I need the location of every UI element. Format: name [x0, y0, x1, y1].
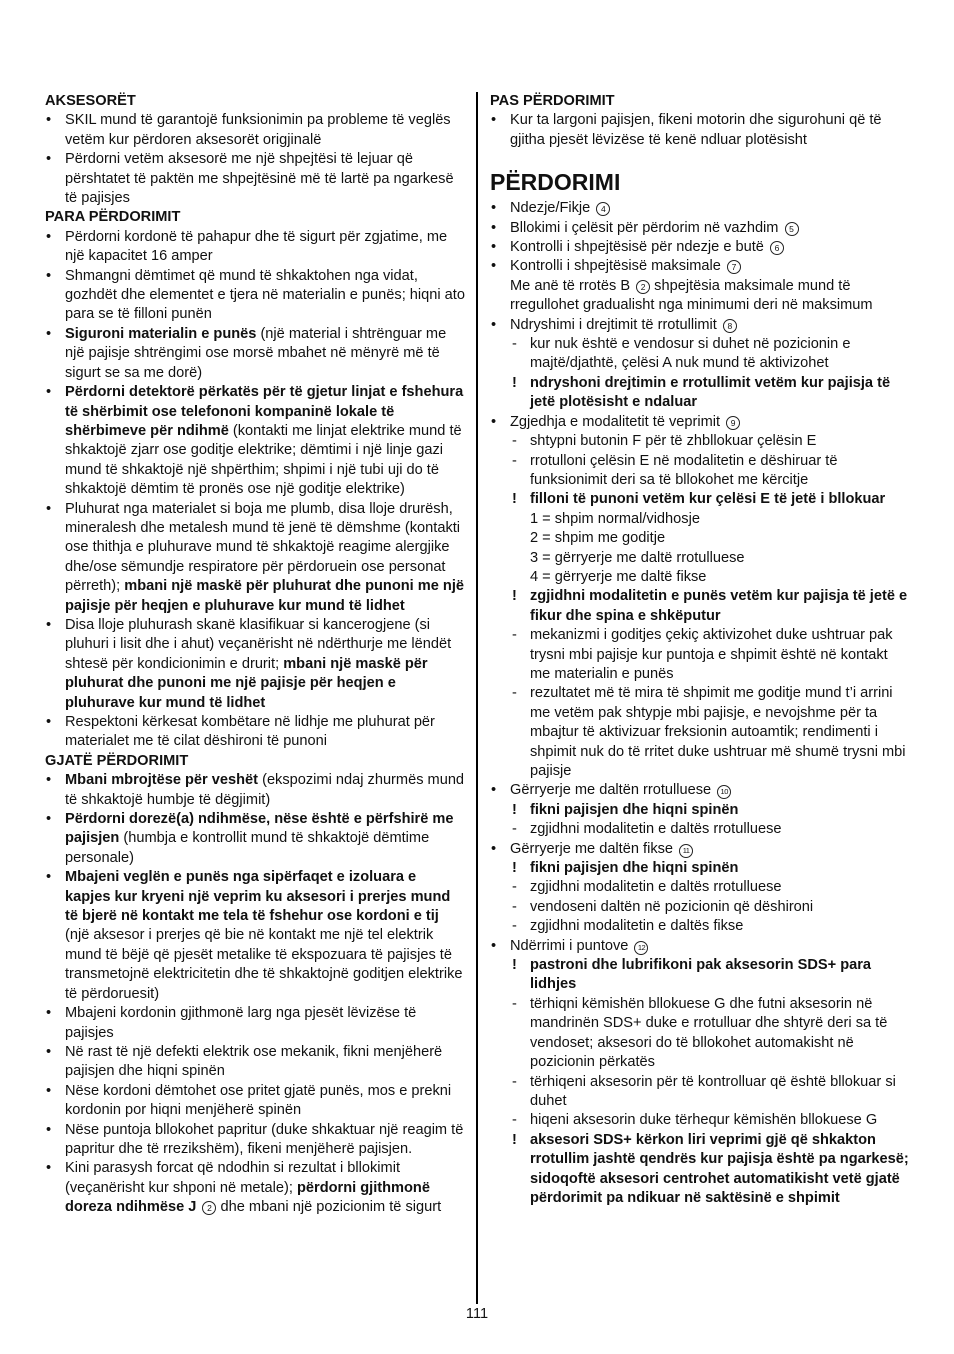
figure-ref-number: 10: [717, 785, 731, 799]
mode-item: 2 = shpim me goditje: [530, 530, 666, 547]
warning-item: ! ndryshoni drejtimin e rrotullimit vetëm kur pajisja të jetë plotësisht e ndaluar: [510, 374, 910, 413]
warning-item: ! filloni të punoni vetëm kur çelësi E të jetë i bllokuar: [510, 490, 910, 509]
body-text: Ndryshimi i drejtimit të rrotullimit: [510, 316, 717, 333]
body-text: Kontrolli i shpejtësisë për ndezje e butë: [510, 239, 764, 256]
sub-list: [510, 432, 910, 781]
body-text: Kontrolli i shpejtësisë maksimale: [510, 258, 721, 275]
body-text: Pluhurat nga materialet si boja me plumb, disa lloje drurësh, mineralesh dhe metalesh mund të jenë të dëmshme (kontakti ose thithja e pluhurave mund të shkaktojë reagime alergjike dhe/ose sëmundje respiratore për përdoruein ose personat përreth);: [65, 500, 461, 595]
list-item: [45, 616, 465, 713]
body-text: Ndërrimi i puntove: [510, 937, 629, 954]
body-text: Gërryerje me daltën rrotulluese: [510, 782, 712, 799]
list-item: [490, 413, 910, 782]
body-text: dhe mbani një pozicionim të sigurt: [216, 1199, 442, 1216]
figure-ref-number: 9: [726, 416, 740, 430]
list-item: • Respektoni kërkesat kombëtare në lidhje me pluhurat për materialet me të cilat dëshironi të punoni: [45, 713, 465, 752]
list-item: [45, 810, 465, 868]
right-column: [490, 92, 910, 1208]
sub-item: - rrotulloni çelësin E në modalitetin e dëshiruar të funksionimit deri sa të bllokohet me kërcitje: [510, 452, 910, 491]
accessories-list: [45, 111, 465, 208]
list-item: • Mbajeni kordonin gjithmonë larg nga pjesët lëvizëse të pajisjes: [45, 1004, 465, 1043]
left-column: [45, 92, 465, 1218]
section-heading-aksesoret: AKSESORËT: [45, 93, 136, 109]
column-divider: [476, 92, 478, 1304]
sub-item: - zgjidhni modalitetin e daltës rrotulluese: [510, 820, 910, 839]
figure-ref-number: 5: [785, 222, 799, 236]
list-item: [490, 257, 910, 315]
bold-text: Mbajeni veglën e punës nga sipërfaqet e izoluara e kapjes kur kryeni një veprim ku aksesori i prerjes mund të bjerë në kontakt me tela të fshehur ose kordoni e tij: [65, 869, 451, 925]
list-item: • Në rast të një defekti elektrik ose mekanik, fikni menjëherë pajisjen dhe hiqni spinën: [45, 1043, 465, 1082]
after-use-list: [490, 111, 910, 150]
body-text: (kontakti me linjat elektrike mund të shkaktojë zjarr ose goditje elektrike; dëmtimi i një linje gazi mund të shkaktojë një shpërthim; shpimi i një tubi uji do të shkaktojë dëmtim të pronës ose një goditje elektrike): [65, 422, 462, 498]
list-item: [45, 868, 465, 1004]
bold-text: mbani një maskë për pluhurat dhe punoni me një pajisje për heqjen e pluhurave kur mund të lidhet: [65, 578, 464, 614]
figure-ref-number: 2: [202, 1201, 216, 1215]
body-text: Bllokimi i çelësit për përdorim në vazhdim: [510, 219, 779, 236]
body-text: (një aksesor i prerjes që bie në kontakt me një tel elektrik mund të bëjë që pjesët metalike të ekspozuara të pajisjes të transmetojnë elektricitetin dhe të shkaktojnë goditjen elektrike të përdoruesit): [65, 927, 463, 1002]
body-text: (ekspozimi ndaj zhurmës mund të shkaktojë humbje të dëgjimit): [65, 772, 465, 808]
mode-item: 4 = gërryerje me daltë fikse: [530, 568, 707, 585]
sub-list: [510, 801, 910, 840]
list-item: [490, 219, 910, 238]
list-item: [490, 781, 910, 839]
warning-item: ! pastroni dhe lubrifikoni pak aksesorin SDS+ para lidhjes: [510, 956, 910, 995]
bold-text: përdorni gjithmonë doreza ndihmëse J: [65, 1179, 430, 1216]
figure-ref-number: 4: [596, 202, 610, 216]
bold-text: Siguroni materialin e punës: [65, 325, 257, 342]
during-use-list: [45, 771, 465, 1217]
figure-ref-number: 7: [727, 260, 741, 274]
sub-list: [510, 859, 910, 937]
list-item: • Përdorni vetëm aksesorë me një shpejtësi të lejuar që përshtatet të paktën me shpejtësinë më të lartë pa ngarkesë të pajisjes: [45, 150, 465, 208]
sub-item: - mekanizmi i goditjes çekiç aktivizohet duke ushtruar pak trysni mbi pajisje kur puntoja e shpimit është në kontakt me materialin e punës: [510, 626, 910, 684]
body-text: (një material i shtrënguar me një pajisje shtrëngimi ose morsë mbahet në mënyrë më të sigurt se sa me dorë): [65, 325, 447, 381]
list-item: [490, 199, 910, 218]
figure-ref-number: 12: [634, 941, 648, 955]
sub-item: - tërhiqni këmishën bllokuese G dhe futni aksesorin në mandrinën SDS+ duke e rrotulluar dhe shtyrë deri sa të vendoset; aksesori do të bllokohet automakisht në pozicionin përkatës: [510, 995, 910, 1073]
figure-ref-number: 6: [770, 241, 784, 255]
sub-item: - hiqeni aksesorin duke tërhequr këmishën bllokuese G: [510, 1111, 910, 1130]
list-item: [45, 1159, 465, 1217]
before-use-list: [45, 228, 465, 752]
page-number: 111: [465, 1306, 489, 1322]
list-item: • Përdorni kordonë të pahapur dhe të sigurt për zgjatime, me një kapacitet 16 amper: [45, 228, 465, 267]
list-item: [45, 500, 465, 616]
body-text: Ndezje/Fikje: [510, 200, 591, 217]
body-text: Me anë të rrotës B: [510, 277, 631, 294]
sub-list: [510, 335, 910, 413]
list-item: [45, 771, 465, 810]
body-text: Gërryerje me daltën fikse: [510, 840, 674, 857]
section-heading-pas-perdorimit: PAS PËRDORIMIT: [490, 93, 615, 109]
list-item: • SKIL mund të garantojë funksionimin pa probleme të veglës vetëm kur përdoren aksesorët origjinalë: [45, 111, 465, 150]
body-text: Kini parasysh forcat që ndodhin si rezultat i bllokimit (veçanërisht kur shponi në metale);: [65, 1160, 401, 1196]
bold-text: Mbani mbrojtëse për veshët: [65, 772, 259, 789]
body-text: shpejtësia maksimale mund të rregullohet gradualisht nga minimumi deri në maksimum: [510, 277, 873, 314]
figure-ref-number: 2: [636, 280, 650, 294]
figure-ref-number: 8: [723, 319, 737, 333]
body-text: Disa lloje pluhurash skanë klasifikuar si kancerogjene (si pluhuri i lisit dhe i ahut) veçanërisht në ndërthurje me lëndët shtesë për kondicionimin e drurit;: [65, 616, 452, 672]
list-item: • Kur ta largoni pajisjen, fikeni motorin dhe sigurohuni që të gjitha pjesët lëvizëse të kenë ndluar plotësisht: [490, 111, 910, 150]
sub-item: - kur nuk është e vendosur si duhet në pozicionin e majtë/djathtë, çelësi A nuk mund të aktivizohet: [510, 335, 910, 374]
list-item: • Nëse kordoni dëmtohet ose pritet gjatë punës, mos e prekni kordonin por hiqni menjëherë spinën: [45, 1082, 465, 1121]
page-title: PËRDORIMI: [490, 169, 621, 196]
usage-list: [490, 199, 910, 1208]
sub-item: - shtypni butonin F për të zhbllokuar çelësin E: [510, 432, 910, 451]
bold-text: mbani një maskë për pluhurat dhe punoni me një pajisje për heqjen e pluhurave kur mund të lidhet: [65, 655, 428, 711]
mode-item: 3 = gërryerje me daltë rrotulluese: [530, 549, 745, 566]
figure-ref-number: 11: [679, 844, 693, 858]
warning-item: ! fikni pajisjen dhe hiqni spinën: [510, 801, 910, 820]
sub-item: - zgjidhni modalitetin e daltës fikse: [510, 917, 910, 936]
bold-text: Përdorni detektorë përkatës për të gjetur linjat e fshehura të shërbimit ose telefononi kompaninë lokale të shërbimeve për ndihmë: [65, 384, 464, 439]
list-item: • Shmangni dëmtimet që mund të shkaktohen nga vidat, gozhdët dhe elementet e tjera në materialin e punës; hiqni ato para se të filloni punën: [45, 267, 465, 325]
sub-item: - zgjidhni modalitetin e daltës rrotulluese: [510, 878, 910, 897]
bold-text: Përdorni dorezë(a) ndihmëse, nëse është e përfshirë me pajisjen: [65, 811, 454, 847]
sub-list: [510, 956, 910, 1208]
list-item: [490, 840, 910, 937]
mode-item: 1 = shpim normal/vidhosje: [530, 510, 700, 527]
list-item: [45, 325, 465, 383]
list-item: [490, 316, 910, 413]
sub-item: - rezultatet më të mira të shpimit me goditje mund t’i arrini me vetëm pak shtypje mbi pajisje, e nevojshme për ta mbajtur të aktivizuar freksionin autoamtik; rendimenti i shpimit nuk do të rritet duke ushtruar më shumë trysni mbi pajisje: [510, 684, 910, 781]
body-text: Zgjedhja e modalitetit të veprimit: [510, 413, 721, 430]
body-text: (humbja e kontrollit mund të shkaktojë dëmtime personale): [65, 830, 430, 866]
section-heading-para-perdorimit: PARA PËRDORIMIT: [45, 209, 181, 226]
warning-item: ! zgjidhni modalitetin e punës vetëm kur pajisja të jetë e fikur dhe spina e shkëputur: [510, 587, 910, 626]
list-item: [45, 383, 465, 499]
list-item: [490, 937, 910, 1209]
list-item: [490, 238, 910, 257]
sub-item: - tërhiqeni aksesorin për të kontrolluar që është bllokuar si duhet: [510, 1073, 910, 1112]
warning-item: ! fikni pajisjen dhe hiqni spinën: [510, 859, 910, 878]
section-heading-gjate-perdorimit: GJATË PËRDORIMIT: [45, 752, 189, 769]
warning-item: ! aksesori SDS+ kërkon liri veprimi gjë që shkakton rrotullim jashtë qendrës kur pajisja është pa ngarkesë; sidoqoftë aksesori centrohet automatikisht vetë gjatë përdorimit pa ndikuar në saktësinë e shpimit: [510, 1131, 910, 1209]
sub-item: - vendoseni daltën në pozicionin që dëshironi: [510, 898, 910, 917]
list-item: • Nëse puntoja bllokohet papritur (duke shkaktuar një reagim të papritur dhe të rrezikshëm), fikeni menjëherë pajisjen.: [45, 1121, 465, 1160]
